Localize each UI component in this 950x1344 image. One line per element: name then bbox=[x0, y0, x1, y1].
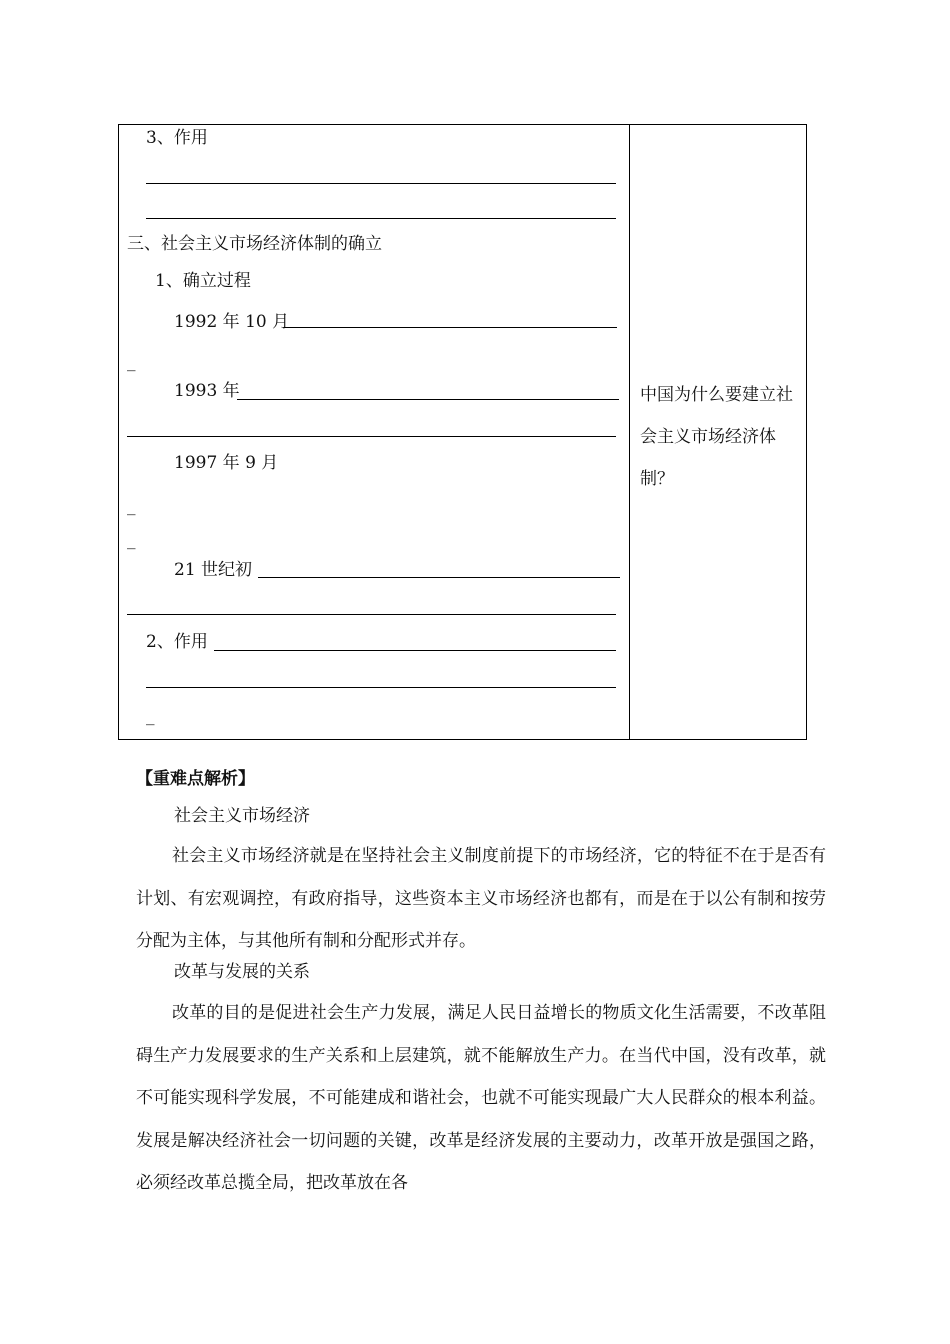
dash-mark: _ bbox=[127, 496, 136, 516]
subsection-2-label: 2、作用 bbox=[146, 632, 208, 652]
date-1993-label: 1993 年 bbox=[174, 381, 240, 401]
dash-mark: _ bbox=[127, 530, 136, 550]
answer-line[interactable] bbox=[146, 183, 616, 184]
section-3-title: 三、社会主义市场经济体制的确立 bbox=[127, 234, 382, 254]
table-column-divider bbox=[629, 124, 630, 740]
analysis-heading: 【重难点解析】 bbox=[136, 769, 255, 789]
answer-line[interactable] bbox=[146, 218, 616, 219]
answer-line-effect[interactable] bbox=[214, 650, 616, 651]
answer-line[interactable] bbox=[146, 687, 616, 688]
answer-line[interactable] bbox=[127, 436, 616, 437]
date-1992-label: 1992 年 10 月 bbox=[174, 312, 290, 332]
answer-line-1993[interactable] bbox=[237, 399, 619, 400]
date-1997-label: 1997 年 9 月 bbox=[174, 453, 279, 473]
dash-mark: _ bbox=[146, 706, 155, 726]
side-question: 中国为什么要建立社会主义市场经济体制？ bbox=[640, 385, 793, 489]
topic-1-title: 社会主义市场经济 bbox=[174, 806, 310, 826]
topic-1-body: 社会主义市场经济就是在坚持社会主义制度前提下的市场经济，它的特征不在于是否有计划、有宏观调控，有政府指导，这些资本主义市场经济也都有，而是在于以公有制和按劳分配为主体，与其他所有制和分配形式并存。 bbox=[136, 846, 826, 951]
topic-2-body: 改革的目的是促进社会生产力发展，满足人民日益增长的物质文化生活需要，不改革阻碍生产力发展要求的生产关系和上层建筑，就不能解放生产力。在当代中国，没有改革，就不可能实现科学发展，不可能建成和谐社会，也就不可能实现最广大人民群众的根本利益。发展是解决经济社会一切问题的关键，改革是经济发展的主要动力，改革开放是强国之路，必须经改革总揽全局，把改革放在各 bbox=[136, 1003, 826, 1193]
subsection-1-title: 1、确立过程 bbox=[155, 271, 251, 291]
answer-line-1992[interactable] bbox=[284, 327, 617, 328]
dash-mark: _ bbox=[127, 352, 136, 372]
date-21c-label: 21 世纪初 bbox=[174, 560, 253, 580]
topic-2-title: 改革与发展的关系 bbox=[174, 962, 310, 982]
answer-line[interactable] bbox=[127, 614, 616, 615]
item-3-label: 3、作用 bbox=[146, 128, 208, 148]
answer-line-21c[interactable] bbox=[258, 577, 620, 578]
